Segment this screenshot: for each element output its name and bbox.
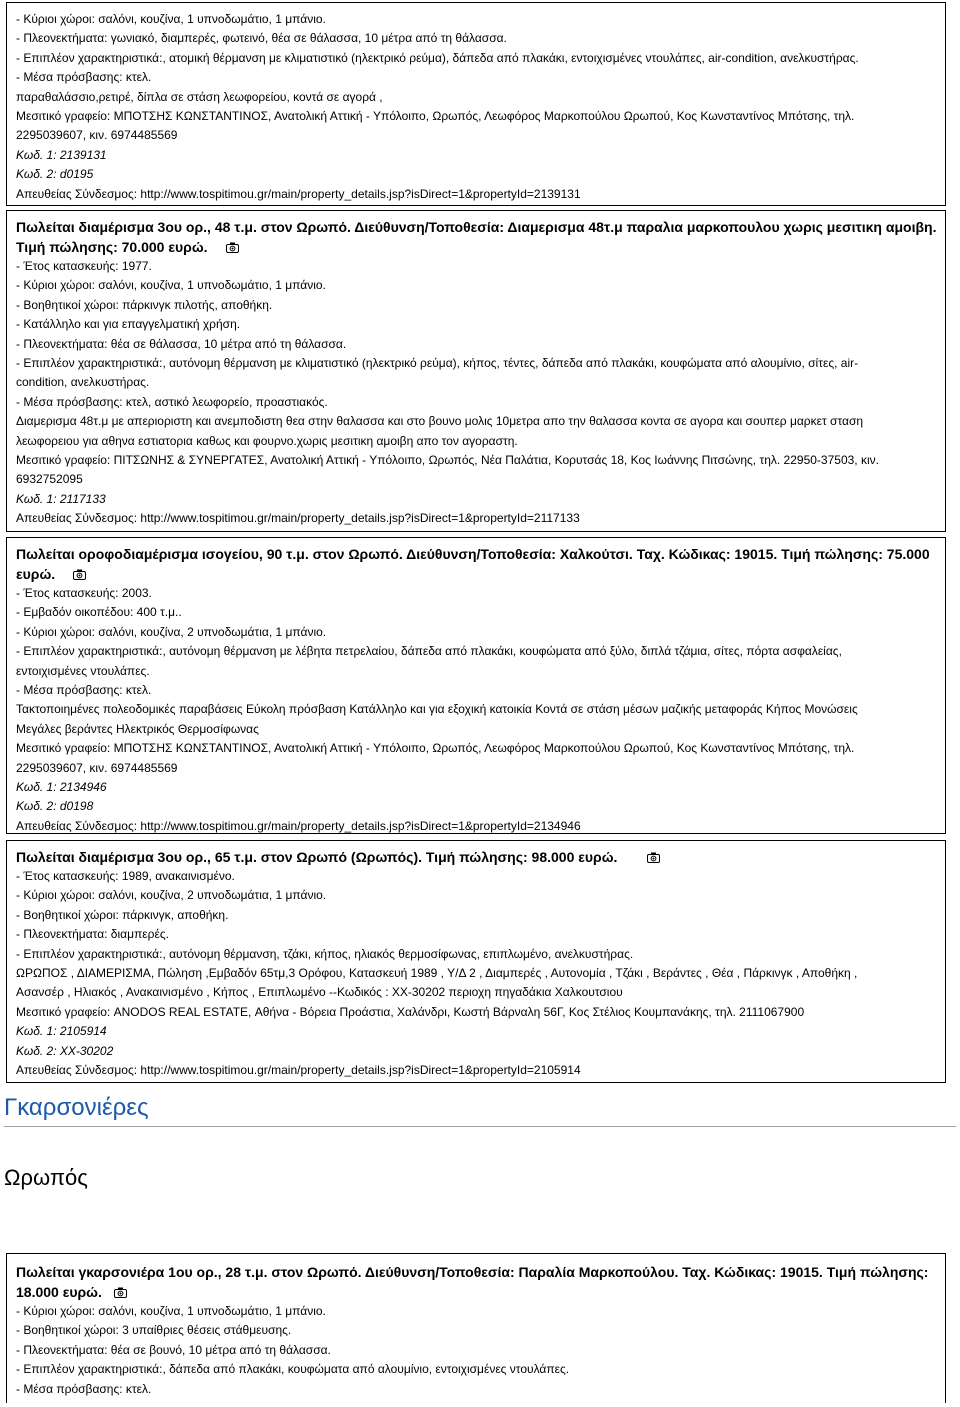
listing-line: - Επιπλέον χαρακτηριστικά:, δάπεδα από πλακάκι, κουφώματα από αλουμίνιο, εντοιχισμένες ντουλάπες. [16, 1362, 570, 1377]
listing-price-row [16, 237, 945, 257]
listing-line: - Μέσα πρόσβασης: κτελ, αστικό λεωφορείο, προαστιακός. [16, 394, 328, 409]
listing-line: Μεγάλες βεράντες Ηλεκτρικός Θερμοσίφωνας [16, 721, 259, 736]
listing-price: 18.000 ευρώ. [16, 1284, 102, 1300]
listing-line: - Επιπλέον χαρακτηριστικά:, αυτόνομη θέρμανση με λέβητα πετρελαίου, δάπεδα από πλακάκι, κουφώματα από ξύλο, διπλά τζάμια, σίτες, πόρτα ασφαλείας, [16, 644, 842, 659]
listing-line: - Πλεονεκτήματα: θέα σε θάλασσα, 10 μέτρα από τη θάλασσα. [16, 336, 347, 351]
listing-direct-link[interactable]: Απευθείας Σύνδεσμος: http://www.tospitimou.gr/main/property_details.jsp?isDirect=1&propertyId=2117133 [16, 511, 580, 526]
listing-code-1: Κωδ. 1: 2139131 [16, 147, 107, 162]
listing-line: - Πλεονεκτήματα: γωνιακό, διαμπερές, φωτεινό, θέα σε θάλασσα, 10 μέτρα από τη θάλασσα. [16, 31, 507, 46]
listing-line: - Επιπλέον χαρακτηριστικά:, αυτόνομη θέρμανση με κλιματιστικό (ηλεκτρικό ρεύμα), κήπος, τέντες, δάπεδα από πλακάκι, κουφώματα από αλουμίνιο, σίτες, air- [16, 356, 859, 371]
listing-code-1: Κωδ. 1: 2105914 [16, 1024, 107, 1039]
listing-line: - Κατάλληλο και για επαγγελματική χρήση. [16, 317, 241, 332]
section-title: Γκαρσονιέρες [4, 1094, 149, 1121]
listing-line: - Πλεονεκτήματα: διαμπερές. [16, 927, 169, 942]
listing-line: 6932752095 [16, 472, 83, 487]
listing-line: - Βοηθητικοί χώροι: πάρκινγκ, αποθήκη. [16, 907, 229, 922]
listing-line: - Έτος κατασκευής: 1977. [16, 259, 152, 273]
listing-line: - Έτος κατασκευής: 1989, ανακαινισμένο. [16, 869, 235, 883]
listing-price: ευρώ. [16, 566, 56, 582]
listing-direct-link[interactable]: Απευθείας Σύνδεσμος: http://www.tospitimou.gr/main/property_details.jsp?isDirect=1&propertyId=2139131 [16, 186, 581, 201]
listing-code-2: Κωδ. 2: XX-30202 [16, 1043, 114, 1058]
listing-line: - Μέσα πρόσβασης: κτελ. [16, 1381, 152, 1396]
listing-line: - Μέσα πρόσβασης: κτελ. [16, 683, 152, 698]
listing-card [6, 210, 946, 532]
listing-line: Τακτοποιημένες πολεοδομικές παραβάσεις Εύκολη πρόσβαση Κατάλληλο και για εξοχική κατοικία Κοντά σε στάση μέσων μαζικής μεταφοράς Κήπος Μονώσεις [16, 702, 858, 717]
listing-line: 2295039607, κιν. 6974485569 [16, 760, 178, 775]
listing-line: - Πλεονεκτήματα: θέα σε βουνό, 10 μέτρα από τη θάλασσα. [16, 1342, 331, 1357]
listing-line: - Κύριοι χώροι: σαλόνι, κουζίνα, 1 υπνοδωμάτιο, 1 μπάνιο. [16, 12, 326, 26]
listing-line: Μεσιτικό γραφείο: ANODOS REAL ESTATE, Αθήνα - Βόρεια Προάστια, Χαλάνδρι, Κωστή Βάρναλη 56Γ, Κος Στέλιος Κουμπανάκης, τηλ. 2111067900 [16, 1004, 805, 1019]
camera-icon[interactable] [647, 852, 660, 863]
listing-line: Διαμερισμα 48τ.μ με απεριοριστη και ανεμποδιστη θεα στην θαλασσα και στο βουνο μολις 10μετρα απο την θαλασσα κοντα σε αγορα και σουπερ μαρκετ σταση [16, 414, 864, 429]
listing-direct-link[interactable]: Απευθείας Σύνδεσμος: http://www.tospitimou.gr/main/property_details.jsp?isDirect=1&propertyId=2134946 [16, 818, 581, 833]
listing-title: Πωλείται οροφοδιαμέρισμα ισογείου, 90 τ.μ. στον Ωρωπό. Διεύθυνση/Τοποθεσία: Χαλκούτσι. Ταχ. Κώδικας: 19015. Τιμή πώλησης: 75.000 [16, 546, 930, 562]
camera-icon[interactable] [114, 1287, 127, 1298]
listing-line: - Έτος κατασκευής: 2003. [16, 586, 152, 600]
listing-title-row [16, 847, 945, 867]
listing-code-1: Κωδ. 1: 2117133 [16, 491, 106, 506]
listing-price-row [16, 564, 945, 584]
listing-line: Ασανσέρ , Ηλιακός , Ανακαινισμένο , Κήπος , Επιπλωμένο --Κωδικός : XX-30202 περιοχη πηγαδάκια Χαλκουτσιου [16, 985, 623, 1000]
listing-code-2: Κωδ. 2: d0195 [16, 167, 94, 182]
listing-line: - Βοηθητικοί χώροι: πάρκινγκ πιλοτής, αποθήκη. [16, 297, 273, 312]
listing-card [6, 840, 946, 1083]
listing-code-2: Κωδ. 2: d0198 [16, 799, 94, 814]
listing-card [6, 2, 946, 206]
listing-line: condition, ανελκυστήρας. [16, 375, 150, 390]
listing-line: λεωφορειου για αθηνα εστιατορια καθως και φουρνο.χωρις μεσιτικη αμοιβη απο τον αγοραστη. [16, 433, 518, 448]
listing-line: - Επιπλέον χαρακτηριστικά:, ατομική θέρμανση με κλιματιστικό (ηλεκτρικό ρεύμα), δάπεδα από πλακάκι, εντοιχισμένες ντουλάπες, air-condition, ανελκυστήρας. [16, 50, 859, 65]
listing-line: εντοιχισμένες ντουλάπες. [16, 663, 150, 678]
listing-line: 2295039607, κιν. 6974485569 [16, 128, 178, 143]
listing-title: Πωλείται γκαρσονιέρα 1ου ορ., 28 τ.μ. στον Ωρωπό. Διεύθυνση/Τοποθεσία: Παραλία Μαρκοπούλου. Ταχ. Κώδικας: 19015. Τιμή πώλησης: [16, 1264, 929, 1280]
listing-line: - Κύριοι χώροι: σαλόνι, κουζίνα, 2 υπνοδωμάτια, 1 μπάνιο. [16, 888, 327, 903]
camera-icon[interactable] [226, 242, 239, 253]
listing-line: - Κύριοι χώροι: σαλόνι, κουζίνα, 1 υπνοδωμάτιο, 1 μπάνιο. [16, 1304, 326, 1318]
listing-line: - Βοηθητικοί χώροι: 3 υπαίθριες θέσεις στάθμευσης. [16, 1323, 292, 1338]
listing-line: ΩΡΩΠΟΣ , ΔΙΑΜΕΡΙΣΜΑ, Πώληση ,Εμβαδόν 65τμ,3 Ορόφου, Κατασκευή 1989 , Υ/Δ 2 , Διαμπερές , Αυτονομία , Τζάκι , Βεράντες , Θέα , Πάρκινγκ , Αποθήκη , [16, 966, 858, 981]
listing-line: Μεσιτικό γραφείο: ΜΠΟΤΣΗΣ ΚΩΝΣΤΑΝΤΙΝΟΣ, Ανατολική Αττική - Υπόλοιπο, Ωρωπός, Λεωφόρος Μαρκοπούλου Ωρωπού, Κος Κωνσταντίνος Μπότσης, τηλ. [16, 109, 855, 124]
listing-card [6, 1253, 946, 1403]
listing-line: - Κύριοι χώροι: σαλόνι, κουζίνα, 1 υπνοδωμάτιο, 1 μπάνιο. [16, 278, 326, 293]
listing-line: - Κύριοι χώροι: σαλόνι, κουζίνα, 2 υπνοδωμάτια, 1 μπάνιο. [16, 624, 327, 639]
listing-price: Τιμή πώλησης: 70.000 ευρώ. [16, 239, 208, 255]
listing-title: Πωλείται διαμέρισμα 3ου ορ., 48 τ.μ. στον Ωρωπό. Διεύθυνση/Τοποθεσία: Διαμερισμα 48τ.μ παραλια μαρκοπουλου χωρις μεσιτικη αμοιβη. [16, 219, 937, 235]
camera-icon[interactable] [73, 569, 86, 580]
listing-line: παραθαλάσσιο,ρετιρέ, δίπλα σε στάση λεωφορείου, κοντά σε αγορά , [16, 89, 383, 104]
listing-direct-link[interactable]: Απευθείας Σύνδεσμος: http://www.tospitimou.gr/main/property_details.jsp?isDirect=1&propertyId=2105914 [16, 1063, 581, 1078]
listing-code-1: Κωδ. 1: 2134946 [16, 780, 107, 795]
listing-card [6, 537, 946, 834]
listing-line: Μεσιτικό γραφείο: ΠΙΤΣΩΝΗΣ & ΣΥΝΕΡΓΑΤΕΣ, Ανατολική Αττική - Υπόλοιπο, Ωρωπός, Νέα Παλάτια, Κορυτσάς 18, Κος Ιωάννης Πιτσώνης, τηλ. 22950-37503, κιν. [16, 453, 879, 468]
listing-title: Πωλείται διαμέρισμα 3ου ορ., 65 τ.μ. στον Ωρωπό (Ωρωπός). Τιμή πώλησης: 98.000 ευρώ. [16, 849, 618, 865]
listing-line: Μεσιτικό γραφείο: ΜΠΟΤΣΗΣ ΚΩΝΣΤΑΝΤΙΝΟΣ, Ανατολική Αττική - Υπόλοιπο, Ωρωπός, Λεωφόρος Μαρκοπούλου Ωρωπού, Κος Κωνσταντίνος Μπότσης, τηλ. [16, 741, 855, 756]
listing-line: - Μέσα πρόσβασης: κτελ. [16, 70, 152, 85]
area-title: Ωρωπός [4, 1165, 88, 1190]
section-divider [4, 1126, 956, 1127]
listing-price-row [16, 1282, 945, 1302]
listing-line: - Εμβαδόν οικοπέδου: 400 τ.μ.. [16, 605, 182, 620]
listing-line: - Επιπλέον χαρακτηριστικά:, αυτόνομη θέρμανση, τζάκι, κήπος, ηλιακός θερμοσίφωνας, επιπλωμένο, ανελκυστήρας. [16, 946, 634, 961]
